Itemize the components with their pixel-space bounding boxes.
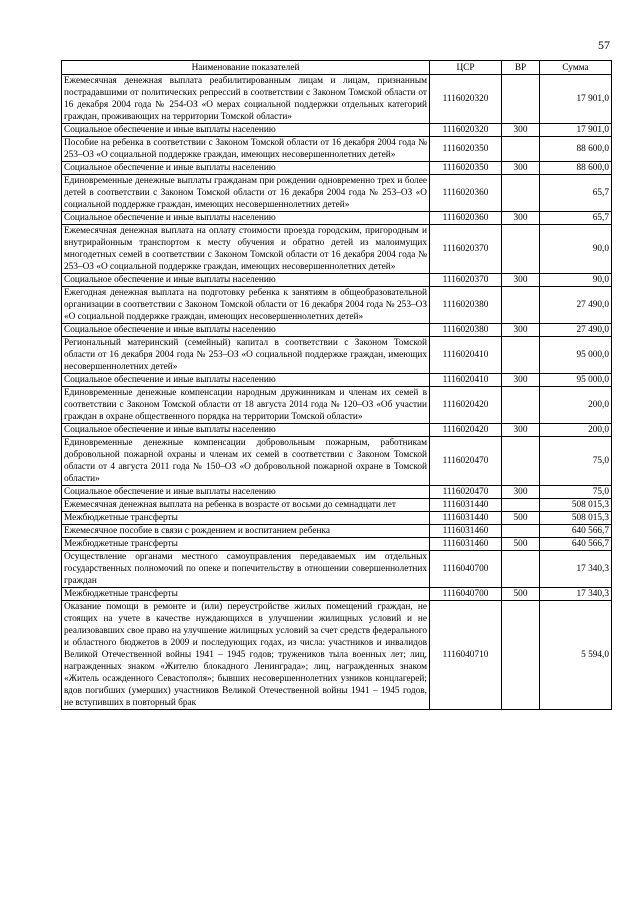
cell-sum: 95 000,0 [540,337,612,374]
cell-vr: 300 [502,274,540,287]
cell-name: Осуществление органами местного самоуправления передаваемых им отдельных государственных полномочий по опеке и попечительству в отношении совершеннолетних граждан [62,551,430,588]
cell-sum: 508 015,3 [540,512,612,525]
cell-vr: 300 [502,424,540,437]
cell-vr: 300 [502,374,540,387]
page-number: 57 [598,38,610,52]
table-row [62,512,612,525]
cell-csr: 1116040710 [430,601,502,710]
table-row [62,225,612,274]
cell-name: Единовременные денежные компенсации народным дружинникам и членам их семей в соответствии с Законом Томской области от 18 августа 2014 года № 120–ОЗ «Об участии граждан в охране общественного порядка на территории Томской области» [62,387,430,424]
cell-sum: 90,0 [540,274,612,287]
cell-csr: 1116020470 [430,486,502,499]
table-row [62,551,612,588]
cell-vr: 300 [502,324,540,337]
cell-csr: 1116031460 [430,525,502,538]
cell-vr [502,175,540,212]
cell-name: Социальное обеспечение и иные выплаты населению [62,124,430,137]
cell-vr: 300 [502,162,540,175]
cell-csr: 1116020380 [430,324,502,337]
table-row [62,525,612,538]
cell-sum: 95 000,0 [540,374,612,387]
cell-sum: 640 566,7 [540,525,612,538]
cell-vr: 300 [502,212,540,225]
cell-csr: 1116020320 [430,75,502,124]
cell-sum: 17 340,3 [540,551,612,588]
cell-sum: 65,7 [540,175,612,212]
cell-vr [502,499,540,512]
cell-vr [502,601,540,710]
cell-csr: 1116031460 [430,538,502,551]
cell-sum: 17 901,0 [540,124,612,137]
cell-vr: 500 [502,512,540,525]
cell-sum: 27 490,0 [540,324,612,337]
cell-name: Социальное обеспечение и иные выплаты населению [62,212,430,225]
cell-name: Ежемесячное пособие в связи с рождением и воспитанием ребенка [62,525,430,538]
cell-csr: 1116020370 [430,225,502,274]
cell-sum: 17 340,3 [540,588,612,601]
cell-vr [502,137,540,162]
cell-name: Социальное обеспечение и иные выплаты населению [62,374,430,387]
cell-csr: 1116020470 [430,437,502,486]
table-row [62,387,612,424]
table-row [62,124,612,137]
cell-name: Межбюджетные трансферты [62,588,430,601]
cell-csr: 1116040700 [430,551,502,588]
cell-vr [502,287,540,324]
cell-vr: 300 [502,486,540,499]
cell-csr: 1116020360 [430,212,502,225]
cell-name: Социальное обеспечение и иные выплаты населению [62,486,430,499]
cell-sum: 65,7 [540,212,612,225]
cell-vr [502,437,540,486]
table-row [62,499,612,512]
table-row [62,374,612,387]
cell-vr: 500 [502,538,540,551]
table-row [62,324,612,337]
table-header-row [62,61,612,75]
table-row [62,437,612,486]
column-header-vr: ВР [502,61,540,75]
table-row [62,175,612,212]
cell-sum: 75,0 [540,437,612,486]
cell-csr: 1116020410 [430,337,502,374]
table-row [62,274,612,287]
cell-sum: 17 901,0 [540,75,612,124]
cell-csr: 1116020350 [430,162,502,175]
cell-vr [502,337,540,374]
cell-name: Ежегодная денежная выплата на подготовку ребенка к занятиям в общеобразовательной организации в соответствии с Законом Томской области от 16 декабря 2004 года № 253–ОЗ «О социальной поддержке граждан, имеющих несовершеннолетних детей» [62,287,430,324]
table-row [62,486,612,499]
cell-vr [502,525,540,538]
cell-vr [502,225,540,274]
cell-csr: 1116020410 [430,374,502,387]
cell-vr: 500 [502,588,540,601]
budget-table [61,60,612,710]
cell-csr: 1116020420 [430,424,502,437]
table-row [62,287,612,324]
table-row [62,601,612,710]
cell-sum: 88 600,0 [540,137,612,162]
cell-name: Оказание помощи в ремонте и (или) переустройстве жилых помещений граждан, не стоящих на учете в качестве нуждающихся в улучшении жилищных условий и не реализовавших свое право на улучшение жилищных условий за счет средств федерального и областного бюджетов в 2009 и последующих годах, из числа: участников и инвалидов Великой Отечественной войны 1941 – 1945 годов; тружеников тыла военных лет; лиц, награжденных знаком «Жителю блокадного Ленинграда»; лиц, награжденных знаком «Житель осажденного Севастополя»; бывших несовершеннолетних узников концлагерей; вдов погибших (умерших) участников Великой Отечественной войны 1941 – 1945 годов, не вступивших в повторный брак [62,601,430,710]
cell-name: Ежемесячная денежная выплата реабилитированным лицам и лицам, признанным пострадавшими от политических репрессий в соответствии с Законом Томской области от 16 декабря 2004 года № 254-ОЗ «О мерах социальной поддержки отдельных категорий граждан, проживающих на территории Томской области» [62,75,430,124]
cell-name: Социальное обеспечение и иные выплаты населению [62,324,430,337]
cell-sum: 5 594,0 [540,601,612,710]
cell-name: Социальное обеспечение и иные выплаты населению [62,162,430,175]
cell-name: Региональный материнский (семейный) капитал в соответствии с Законом Томской области от 16 декабря 2004 года № 253–ОЗ «О социальной поддержке граждан, имеющих несовершеннолетних детей» [62,337,430,374]
cell-csr: 1116020360 [430,175,502,212]
table-row [62,424,612,437]
table-row [62,75,612,124]
cell-csr: 1116020420 [430,387,502,424]
table-row [62,137,612,162]
column-header-sum: Сумма [540,61,612,75]
cell-csr: 1116020350 [430,137,502,162]
cell-csr: 1116031440 [430,512,502,525]
table-row [62,588,612,601]
table-row [62,212,612,225]
cell-vr [502,75,540,124]
table-row [62,337,612,374]
cell-csr: 1116020380 [430,287,502,324]
cell-name: Межбюджетные трансферты [62,512,430,525]
cell-sum: 90,0 [540,225,612,274]
cell-csr: 1116031440 [430,499,502,512]
table-row [62,538,612,551]
cell-csr: 1116020370 [430,274,502,287]
cell-vr [502,551,540,588]
cell-sum: 27 490,0 [540,287,612,324]
cell-vr [502,387,540,424]
cell-name: Ежемесячная денежная выплата на ребенка в возрасте от восьми до семнадцати лет [62,499,430,512]
cell-name: Единовременные денежные выплаты гражданам при рождении одновременно трех и более детей в соответствии с Законом Томской области от 16 декабря 2004 года № 253–ОЗ «О социальной поддержке граждан, имеющих несовершеннолетних детей» [62,175,430,212]
cell-csr: 1116020320 [430,124,502,137]
cell-name: Социальное обеспечение и иные выплаты населению [62,274,430,287]
cell-sum: 508 015,3 [540,499,612,512]
cell-name: Единовременные денежные компенсации добровольным пожарным, работникам добровольной пожарной охраны и членам их семей в соответствии с Законом Томской области от 4 августа 2011 года № 150–ОЗ «О добровольной пожарной охране в Томской области» [62,437,430,486]
cell-name: Пособие на ребенка в соответствии с Законом Томской области от 16 декабря 2004 года № 253–ОЗ «О социальной поддержке граждан, имеющих несовершеннолетних детей» [62,137,430,162]
cell-sum: 88 600,0 [540,162,612,175]
column-header-csr: ЦСР [430,61,502,75]
column-header-name: Наименование показателей [62,61,430,75]
cell-vr: 300 [502,124,540,137]
cell-sum: 200,0 [540,387,612,424]
cell-csr: 1116040700 [430,588,502,601]
cell-sum: 75,0 [540,486,612,499]
cell-name: Межбюджетные трансферты [62,538,430,551]
cell-name: Ежемесячная денежная выплата на оплату стоимости проезда городским, пригородным и внутрирайонным транспортом к месту обучения и обратно детей из малоимущих многодетных семей в соответствии с Законом Томской области от 16 декабря 2004 года № 253–ОЗ «О социальной поддержке граждан, имеющих несовершеннолетних детей» [62,225,430,274]
cell-sum: 640 566,7 [540,538,612,551]
table-body [62,75,612,710]
cell-sum: 200,0 [540,424,612,437]
table-row [62,162,612,175]
cell-name: Социальное обеспечение и иные выплаты населению [62,424,430,437]
